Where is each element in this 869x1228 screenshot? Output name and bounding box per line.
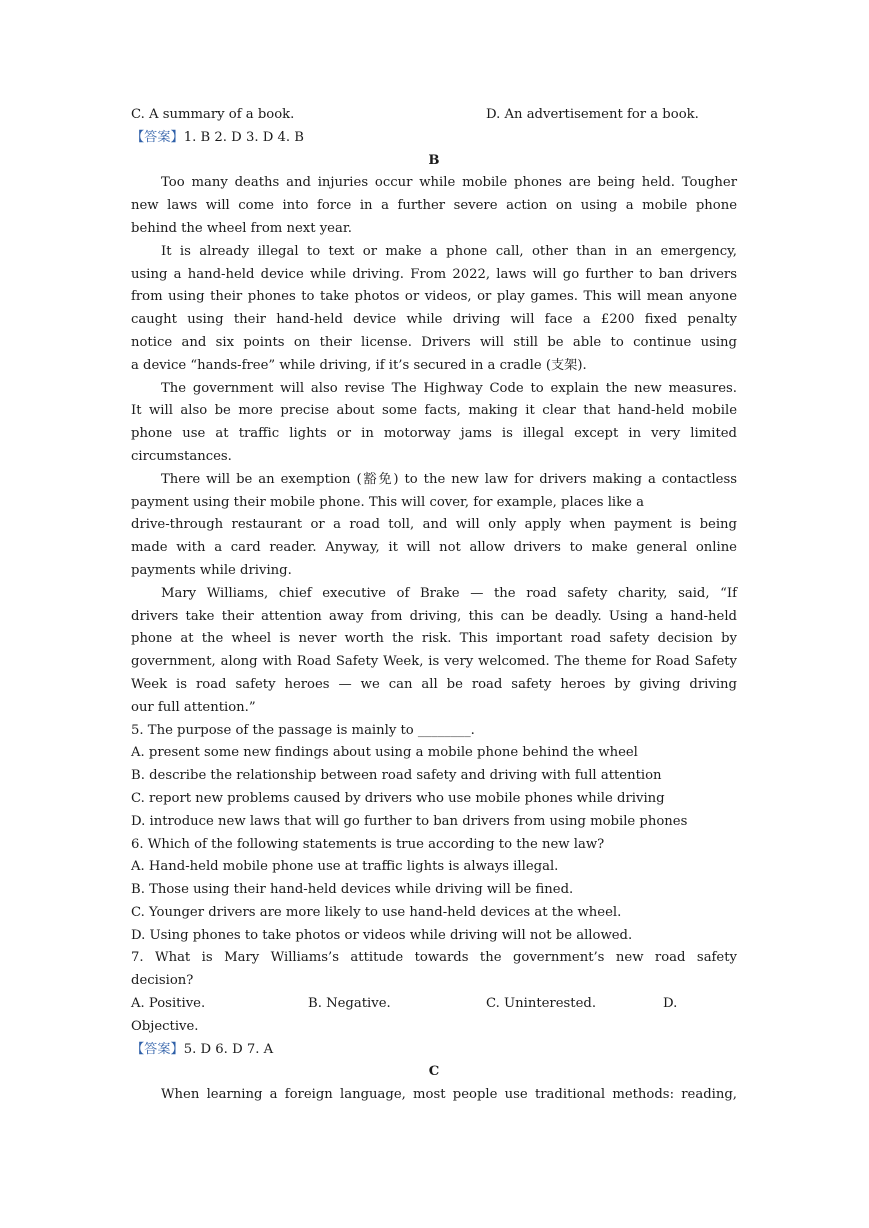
paragraph-3 [131,378,737,469]
question-6-stem: 6. Which of the following statements is true according to the new law? [131,836,605,852]
text-line: It is already illegal to text or make a phone call, other than in an emergency, [161,243,737,259]
text-line: Too many deaths and injuries occur while mobile phones are being held. Tougher [161,175,737,191]
text-line: phone at the wheel is never worth the risk. This important road safety decision by [131,631,737,647]
question-5-option-d: D. introduce new laws that will go further to ban drivers from using mobile phones [131,813,688,829]
question-5-option-b: B. describe the relationship between road safety and driving with full attention [131,768,662,784]
text-line: decision? [131,973,194,989]
prev-answer-line [131,127,737,150]
text-line: caught using their hand-held device while driving will face a £200 fixed penalty [131,312,737,328]
answer-text: 1. B 2. D 3. D 4. B [183,129,304,145]
question-6-option-b: B. Those using their hand-held devices while driving will be fined. [131,882,574,898]
section-b-answer-line [131,1039,737,1062]
section-c-paragraph-1 [131,1084,737,1107]
text-line: our full attention.” [131,699,256,715]
text-line: drivers take their attention away from driving, this can be deadly. Using a hand-held [131,608,737,624]
question-7-option-d: D. [663,996,678,1012]
text-line: payment using their mobile phone. This will cover, for example, places like a [131,494,644,510]
text-line: circumstances. [131,448,232,464]
paragraph-4 [131,469,737,583]
text-line: a device “hands-free” while driving, if it’s secured in a cradle (支架). [131,357,587,373]
question-6-option-c: C. Younger drivers are more likely to use hand-held devices at the wheel. [131,904,622,920]
question-5-stem: 5. The purpose of the passage is mainly to ________. [131,722,475,738]
text-line: drive-through restaurant or a road toll, and will only apply when payment is being [131,517,737,533]
text-line: It will also be more precise about some facts, making it clear that hand-held mobile [131,403,737,419]
text-line: using a hand-held device while driving. From 2022, laws will go further to ban drivers [131,266,737,282]
prev-option-c: C. A summary of a book. [131,107,295,122]
question-5-option-c: C. report new problems caused by drivers who use mobile phones while driving [131,790,665,806]
text-line: made with a card reader. Anyway, it will not allow drivers to make general online [131,540,737,556]
section-b-heading: B [428,152,440,168]
text-line: from using their phones to take photos or videos, or play games. This will mean anyone [131,289,737,305]
text-line: There will be an exemption (豁免) to the new law for drivers making a contactless [161,471,737,487]
paragraph-5 [131,583,737,720]
document-page [131,104,737,1107]
text-line: phone use at traffic lights or in motorway jams is illegal except in very limited [131,426,737,442]
answer-tag: 【答案】 [131,1041,184,1057]
question-7-option-a: A. Positive. [131,996,206,1012]
question-6-option-d: D. Using phones to take photos or videos while driving will not be allowed. [131,927,633,943]
paragraph-1 [131,172,737,240]
text-line: payments while driving. [131,562,292,578]
question-7-option-c: C. Uninterested. [486,996,597,1012]
question-7-option-d-continued: Objective. [131,1018,199,1034]
text-line: Mary Williams, chief executive of Brake — the road safety charity, said, “If [161,585,737,601]
text-line: new laws will come into force in a further severe action on using a mobile phone [131,198,737,214]
text-line: government, along with Road Safety Week, is very welcomed. The theme for Road Safety [131,654,737,670]
question-7-option-b: B. Negative. [308,996,391,1012]
text-line: Week is road safety heroes — we can all be road safety heroes by giving driving [131,676,737,692]
text-line: behind the wheel from next year. [131,220,352,236]
answer-tag: 【答案】 [131,129,184,145]
text-line: 7. What is Mary Williams’s attitude towards the government’s new road safety [131,950,737,966]
text-line: When learning a foreign language, most people use traditional methods: reading, [161,1087,737,1103]
section-c-heading: C [428,1064,440,1080]
prev-option-d: D. An advertisement for a book. [486,107,699,122]
question-5-option-a: A. present some new findings about using a mobile phone behind the wheel [131,745,638,761]
text-line: notice and six points on their license. Drivers will still be able to continue using [131,334,737,350]
question-6-option-a: A. Hand-held mobile phone use at traffic lights is always illegal. [131,859,559,875]
text-line: The government will also revise The Highway Code to explain the new measures. [161,380,737,396]
paragraph-2 [131,241,737,378]
question-7-stem [131,947,737,993]
prev-options-row [131,104,737,127]
answer-text: 5. D 6. D 7. A [183,1041,274,1057]
question-7-options [131,993,737,1016]
